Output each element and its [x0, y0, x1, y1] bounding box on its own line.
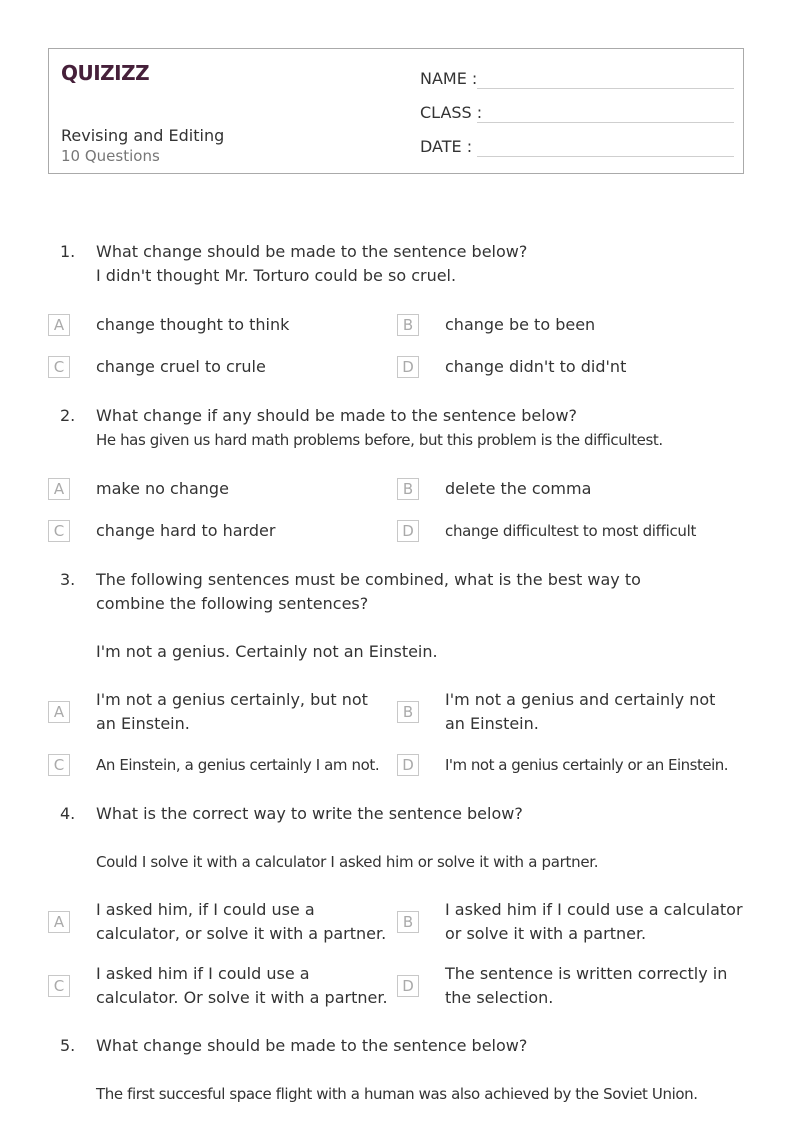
- quizizz-logo-icon: [61, 59, 153, 87]
- question-number: 2.: [60, 406, 76, 425]
- quizizz-logo-text: QUIZIZZ: [61, 61, 150, 85]
- option-text: change cruel to crule: [96, 357, 266, 376]
- name-label: NAME :: [420, 69, 478, 88]
- question-line: I didn't thought Mr. Torturo could be so cruel.: [96, 266, 457, 285]
- class-line[interactable]: [477, 122, 734, 123]
- date-line[interactable]: [477, 156, 734, 157]
- option-text: I'm not a genius certainly, but not an Einstein.: [96, 690, 368, 733]
- date-field[interactable]: [420, 135, 734, 159]
- option-text: I asked him if I could use a calculator. Or solve it with a partner.: [96, 964, 388, 1007]
- option-letter: A: [48, 478, 70, 500]
- option-text: I asked him, if I could use a calculator, or solve it with a partner.: [96, 900, 387, 943]
- question-number: 1.: [60, 242, 76, 261]
- option-letter: B: [397, 314, 419, 336]
- question-number: 5.: [60, 1036, 76, 1055]
- question-line: [96, 1058, 746, 1082]
- question-line: What change if any should be made to the sentence below?: [96, 406, 578, 425]
- option-text: change difficultest to most difficult: [445, 522, 697, 540]
- question-line: He has given us hard math problems before, but this problem is the difficultest.: [96, 431, 663, 449]
- option-text: change hard to harder: [96, 521, 276, 540]
- question-line: The following sentences must be combined, what is the best way to combine the following sentences?: [96, 570, 641, 613]
- option-text: I'm not a genius certainly or an Einstein.: [445, 756, 729, 774]
- option-letter: B: [397, 911, 419, 933]
- option-text: An Einstein, a genius certainly I am not.: [96, 756, 380, 774]
- question-line: The first succesful space flight with a human was also achieved by the Soviet Union.: [96, 1085, 698, 1103]
- option-text: make no change: [96, 479, 229, 498]
- worksheet-header: [48, 48, 744, 174]
- question-line: [96, 826, 746, 850]
- question-count: 10 Questions: [61, 147, 160, 165]
- option-letter: D: [397, 520, 419, 542]
- question-text: [96, 802, 746, 874]
- option-letter: A: [48, 314, 70, 336]
- option-letter: C: [48, 520, 70, 542]
- option-text: change be to been: [445, 315, 596, 334]
- question-line: I'm not a genius. Certainly not an Einstein.: [96, 642, 438, 661]
- question-line: What change should be made to the sentence below?: [96, 1036, 528, 1055]
- option-letter: D: [397, 975, 419, 997]
- worksheet-title: Revising and Editing: [61, 126, 225, 145]
- option-letter: A: [48, 701, 70, 723]
- option-letter: C: [48, 975, 70, 997]
- question-line: Could I solve it with a calculator I asked him or solve it with a partner.: [96, 853, 599, 871]
- option-text: change didn't to did'nt: [445, 357, 627, 376]
- question-text: [96, 240, 746, 288]
- question-number: 4.: [60, 804, 76, 823]
- question-line: What change should be made to the sentence below?: [96, 242, 528, 261]
- option-text: change thought to think: [96, 315, 290, 334]
- option-text: I'm not a genius and certainly not an Einstein.: [445, 690, 716, 733]
- class-field[interactable]: [420, 101, 734, 125]
- name-field[interactable]: [420, 67, 734, 91]
- option-letter: D: [397, 356, 419, 378]
- option-text: delete the comma: [445, 479, 592, 498]
- quizizz-logo: [61, 59, 153, 91]
- option-text: The sentence is written correctly in the selection.: [445, 964, 728, 1007]
- option-text: I asked him if I could use a calculator or solve it with a partner.: [445, 900, 743, 943]
- question-number: 3.: [60, 570, 76, 589]
- question-line: What is the correct way to write the sentence below?: [96, 804, 523, 823]
- option-letter: C: [48, 754, 70, 776]
- question-text: [96, 568, 696, 664]
- question-text: [96, 1034, 746, 1106]
- option-letter: B: [397, 478, 419, 500]
- option-letter: D: [397, 754, 419, 776]
- date-label: DATE :: [420, 137, 473, 156]
- question-text: [96, 404, 746, 452]
- class-label: CLASS :: [420, 103, 483, 122]
- option-letter: B: [397, 701, 419, 723]
- option-letter: C: [48, 356, 70, 378]
- name-line[interactable]: [477, 88, 734, 89]
- option-letter: A: [48, 911, 70, 933]
- question-line: [96, 616, 696, 640]
